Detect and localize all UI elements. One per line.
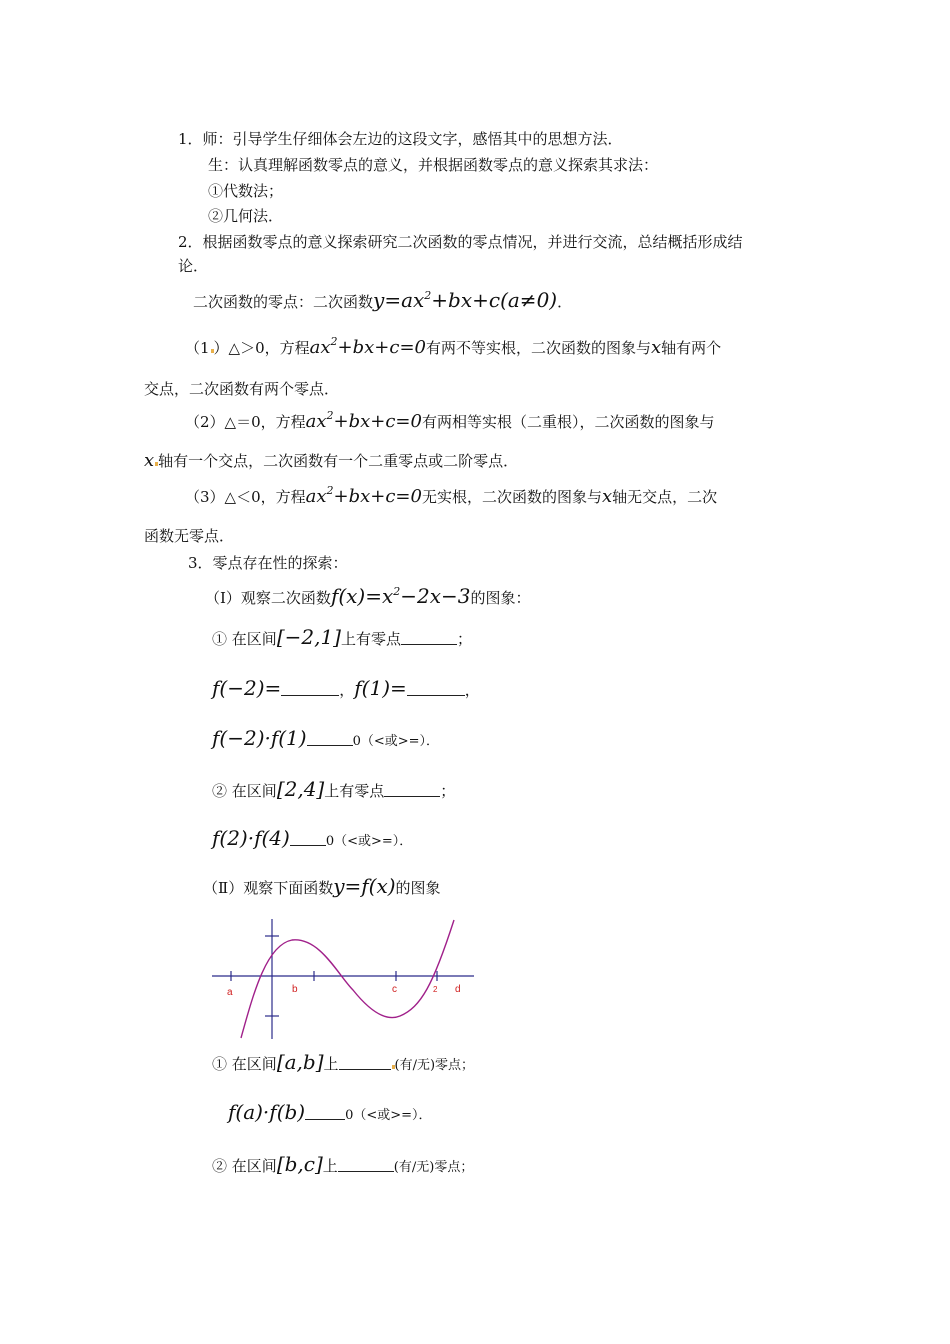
function-curve <box>241 920 454 1038</box>
question-2: ② 在区间[2,4]上有零点 ； <box>212 777 456 801</box>
answer-blank[interactable] <box>338 1157 394 1172</box>
case-1-cont: 交点，二次函数有两个零点． <box>144 380 340 398</box>
question-1-product: f(−2)·f(1) 0（<或>=）． <box>212 726 440 750</box>
paragraph-teacher: 1．师：引导学生仔细体会左边的这段文字，感悟其中的思想方法． <box>178 130 623 148</box>
method-geometric: ②几何法． <box>208 207 284 225</box>
function-formula: $f(x)=x^2-2x-3$ <box>330 584 471 608</box>
observe-quadratic: （Ⅰ）观察二次函数$f(x)=x^2-2x-3$的图象： <box>205 584 531 608</box>
answer-blank[interactable] <box>281 681 339 696</box>
quadratic-formula: $y=ax^2+bx+c(a\ne 0)$ <box>373 288 558 312</box>
answer-blank[interactable] <box>384 782 440 797</box>
question-3-product: f(a)·f(b) 0（<或>=）． <box>228 1100 432 1124</box>
label-a: a <box>227 987 233 998</box>
answer-blank[interactable] <box>401 630 457 645</box>
label-d: d <box>455 984 461 995</box>
interval-2: [2,4] <box>276 777 325 801</box>
interval-bc: [b,c] <box>276 1152 323 1176</box>
case-2-cont: x 轴有一个交点，二次函数有一个二重零点或二阶零点． <box>144 450 519 471</box>
case-3-cont: 函数无零点． <box>144 527 235 545</box>
section-3-title: 3．零点存在性的探索： <box>188 554 348 572</box>
question-4: ② 在区间[b,c]上 (有/无)零点； <box>212 1152 474 1176</box>
case-2-equation: $ax^2+bx+c=0$ <box>305 409 422 432</box>
observe-function: （Ⅱ）观察下面函数y=f(x)的图象 <box>203 874 441 898</box>
case-2: （2）△＝0，方程$ax^2+bx+c=0$有两相等实根（二重根），二次函数的图象与 <box>185 409 715 432</box>
case-1: （1 ）△＞0，方程$ax^2+bx+c=0$有两不等实根，二次函数的图象与x轴有两个 <box>185 335 722 358</box>
question-3: ① 在区间[a,b]上 (有/无)零点； <box>212 1050 475 1074</box>
quadratic-zero-definition: 二次函数的零点：二次函数$y=ax^2+bx+c(a\ne 0)$． <box>193 288 573 312</box>
question-2-product: f(2)·f(4) 0（<或>=）． <box>212 826 413 850</box>
case-1-equation: $ax^2+bx+c=0$ <box>309 335 426 358</box>
label-b: b <box>292 984 298 995</box>
method-algebraic: ①代数法； <box>208 182 284 200</box>
answer-blank[interactable] <box>305 1105 345 1120</box>
label-2: 2 <box>433 985 438 994</box>
paragraph-student: 生：认真理解函数零点的意义，并根据函数零点的意义探索其求法： <box>208 156 659 174</box>
answer-blank[interactable] <box>407 681 465 696</box>
answer-blank[interactable] <box>339 1055 391 1070</box>
interval-ab: [a,b] <box>276 1050 324 1074</box>
case-3: （3）△＜0，方程$ax^2+bx+c=0$无实根，二次函数的图象与x轴无交点，二次 <box>185 484 718 507</box>
answer-blank[interactable] <box>290 831 326 846</box>
definition-label: 二次函数的零点：二次函数 <box>193 293 374 311</box>
paragraph-explore: 2．根据函数零点的意义探索研究二次函数的零点情况，并进行交流，总结概括形成结 <box>178 233 743 251</box>
label-c: c <box>392 984 397 995</box>
answer-blank[interactable] <box>307 731 353 746</box>
function-graph <box>208 915 478 1043</box>
case-3-equation: $ax^2+bx+c=0$ <box>305 484 422 507</box>
interval-1: [−2,1] <box>276 625 341 649</box>
function-y-fx: y=f(x) <box>333 874 396 898</box>
paragraph-explore-cont: 论． <box>178 257 209 275</box>
question-1: ① 在区间[−2,1]上有零点 ； <box>212 625 473 649</box>
question-1-values: f(−2)= ，f(1)= ， <box>212 676 480 700</box>
